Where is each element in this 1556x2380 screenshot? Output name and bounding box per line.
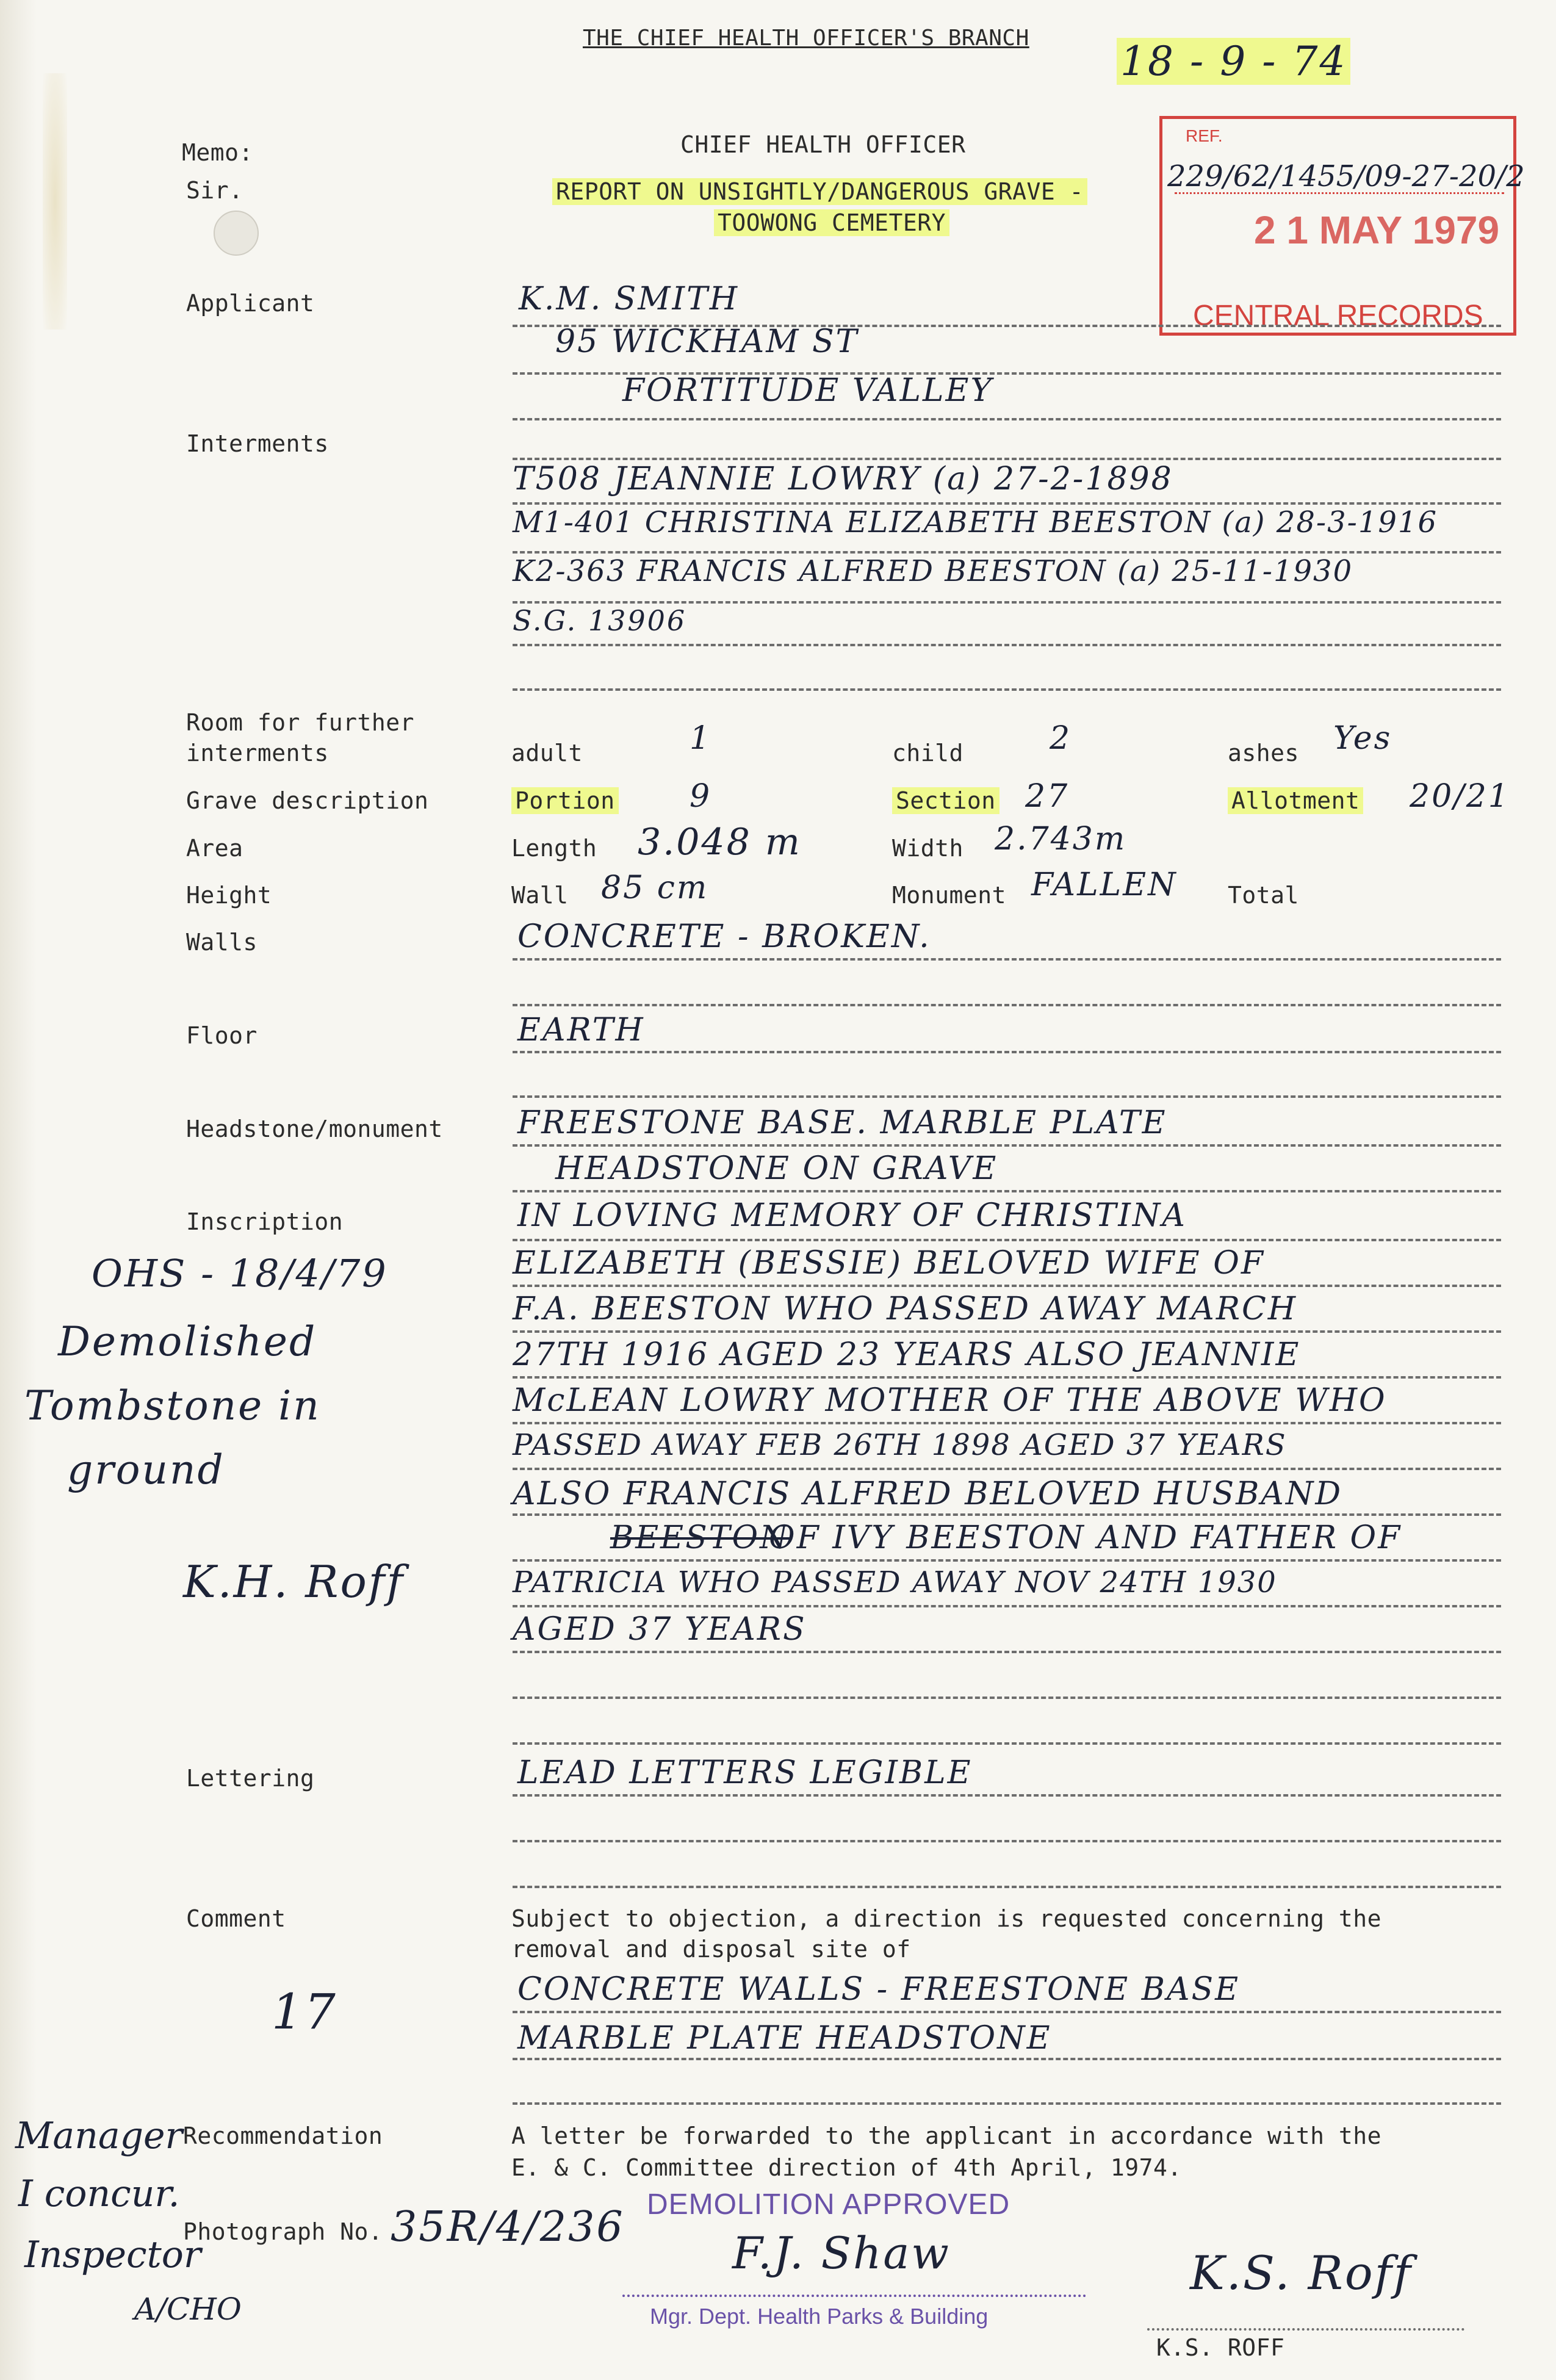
rule <box>513 458 1501 460</box>
rule <box>513 1239 1501 1241</box>
inscription-line-10: AGED 37 YEARS <box>513 1611 807 1648</box>
comment-printed-1: Subject to objection, a direction is requested concerning the <box>511 1905 1382 1932</box>
area-length-value: 3.048 m <box>638 821 802 864</box>
interment-1: T508 JEANNIE LOWRY (a) 27-2-1898 <box>513 461 1173 497</box>
area-length-label: Length <box>511 835 597 862</box>
label-floor: Floor <box>186 1022 258 1049</box>
stamp-ref-label: REF. <box>1186 126 1223 145</box>
memo-label: Memo: <box>182 139 253 166</box>
applicant-name: K.M. SMITH <box>519 281 740 317</box>
edge-stain <box>43 73 67 330</box>
rule <box>513 1794 1501 1797</box>
punch-hole-top <box>214 211 259 256</box>
signoff-dots <box>1147 2328 1464 2331</box>
rule <box>513 1330 1501 1333</box>
height-monument-label: Monument <box>892 882 1007 909</box>
grave-section-label: Section <box>892 787 1000 814</box>
label-room-2: interments <box>186 740 329 766</box>
headstone-line-1: FREESTONE BASE. MARBLE PLATE <box>517 1105 1167 1141</box>
manager-note-2: I concur. <box>18 2173 180 2215</box>
label-applicant: Applicant <box>186 290 315 317</box>
manager-note-3: Inspector <box>24 2234 201 2276</box>
approval-stamp-rule <box>622 2295 1086 2297</box>
signoff-name: K.S. ROFF <box>1156 2334 1285 2361</box>
inscription-line-6: PASSED AWAY FEB 26TH 1898 AGED 37 YEARS <box>513 1428 1287 1462</box>
stamp-dept: CENTRAL RECORDS <box>1193 300 1483 332</box>
grave-allotment-label: Allotment <box>1228 787 1363 814</box>
area-width-value: 2.743m <box>995 821 1127 857</box>
recommendation-1: A letter be forwarded to the applicant in accordance with the <box>511 2122 1382 2149</box>
report-title-3: TOOWONG CEMETERY <box>714 209 949 236</box>
rule <box>513 1840 1501 1842</box>
grave-portion-value: 9 <box>690 778 712 815</box>
grave-section-value: 27 <box>1025 778 1070 815</box>
rule <box>513 1697 1501 1699</box>
rule <box>513 502 1501 505</box>
rule <box>513 1095 1501 1098</box>
rule <box>513 1285 1501 1287</box>
inscription-line-3: F.A. BEESTON WHO PASSED AWAY MARCH <box>513 1291 1298 1327</box>
binding-edge <box>0 0 37 2380</box>
approval-signature: F.J. Shaw <box>732 2227 951 2279</box>
rule <box>513 1051 1501 1053</box>
headstone-line-2: HEADSTONE ON GRAVE <box>555 1150 998 1187</box>
inscription-line-4: 27TH 1916 AGED 23 YEARS ALSO JEANNIE <box>513 1336 1301 1373</box>
rule <box>513 2011 1501 2013</box>
inscription-line-1: IN LOVING MEMORY OF CHRISTINA <box>517 1197 1187 1234</box>
height-wall-label: Wall <box>511 882 569 909</box>
applicant-street: 95 WICKHAM ST <box>555 323 859 360</box>
floor-value: EARTH <box>517 1012 645 1048</box>
rule <box>513 1190 1501 1192</box>
margin-note-2: Demolished <box>58 1318 317 1365</box>
inscription-line-5: McLEAN LOWRY MOTHER OF THE ABOVE WHO <box>513 1382 1387 1419</box>
rule <box>513 1422 1501 1424</box>
report-date: 18 - 9 - 74 <box>1117 38 1350 85</box>
rule <box>513 1742 1501 1745</box>
demolition-approved-stamp: DEMOLITION APPROVED <box>647 2188 1010 2221</box>
label-room-1: Room for further <box>186 709 415 736</box>
label-area: Area <box>186 835 243 862</box>
rule <box>513 644 1501 646</box>
inscription-line-2: ELIZABETH (BESSIE) BELOVED WIFE OF <box>513 1245 1265 1282</box>
room-child-label: child <box>892 740 963 766</box>
margin-note-3: Tombstone in <box>24 1382 321 1429</box>
label-inscription: Inscription <box>186 1208 344 1235</box>
comment-hand-1: CONCRETE WALLS - FREESTONE BASE <box>517 1971 1241 2008</box>
height-wall-value: 85 cm <box>601 870 709 906</box>
approval-stamp-dept: Mgr. Dept. Health Parks & Building <box>650 2304 989 2329</box>
inscription-line-8: OF IVY BEESTON AND FATHER OF <box>769 1520 1402 1556</box>
rule <box>513 325 1501 327</box>
rule <box>513 1513 1501 1516</box>
rule <box>513 1004 1501 1006</box>
label-interments: Interments <box>186 430 329 457</box>
rule <box>513 1376 1501 1379</box>
label-photograph: Photograph No. <box>183 2218 383 2245</box>
height-monument-value: FALLEN <box>1031 867 1178 903</box>
rule <box>513 2102 1501 2105</box>
rule <box>513 688 1501 691</box>
interment-3: K2-363 FRANCIS ALFRED BEESTON (a) 25-11-1930 <box>513 554 1353 588</box>
interment-2: M1-401 CHRISTINA ELIZABETH BEESTON (a) 28-3-1916 <box>513 505 1438 539</box>
lettering-value: LEAD LETTERS LEGIBLE <box>517 1754 973 1791</box>
sir-label: Sir. <box>186 177 243 204</box>
rule <box>513 601 1501 604</box>
rule <box>513 1468 1501 1470</box>
signoff-signature: K.S. Roff <box>1190 2246 1413 2300</box>
label-comment: Comment <box>186 1905 286 1932</box>
inscription-line-9: PATRICIA WHO PASSED AWAY NOV 24TH 1930 <box>513 1565 1277 1599</box>
label-lettering: Lettering <box>186 1765 315 1792</box>
manager-note-4: A/CHO <box>134 2292 242 2327</box>
rule <box>513 1886 1501 1888</box>
room-ashes-value: Yes <box>1333 720 1392 757</box>
stamp-ref-number: 229/62/1455/09-27-20/2 <box>1167 159 1525 193</box>
photograph-value: 35R/4/236 <box>391 2203 625 2251</box>
area-width-label: Width <box>892 835 963 862</box>
rule <box>513 1559 1501 1562</box>
applicant-suburb: FORTITUDE VALLEY <box>622 372 993 409</box>
height-total-label: Total <box>1228 882 1299 909</box>
room-adult-label: adult <box>511 740 583 766</box>
label-recommendation: Recommendation <box>183 2122 383 2149</box>
inscription-line-7: ALSO FRANCIS ALFRED BELOVED HUSBAND <box>513 1476 1343 1512</box>
rule <box>513 1605 1501 1607</box>
rule <box>513 418 1501 420</box>
room-ashes-label: ashes <box>1228 740 1299 766</box>
rule <box>513 372 1501 375</box>
room-adult-value: 1 <box>690 720 712 757</box>
inscription-struck-word: BEESTON <box>610 1520 790 1556</box>
label-grave-description: Grave description <box>186 787 429 814</box>
grave-allotment-value: 20/21 <box>1410 778 1510 815</box>
central-records-stamp <box>1159 116 1525 336</box>
grave-portion-label: Portion <box>511 787 619 814</box>
comment-hand-2: MARBLE PLATE HEADSTONE <box>517 2020 1052 2057</box>
label-height: Height <box>186 882 272 909</box>
margin-note-4: ground <box>67 1446 225 1493</box>
label-headstone: Headstone/monument <box>186 1116 443 1142</box>
comment-printed-2: removal and disposal site of <box>511 1936 911 1963</box>
manager-note-1: Manager <box>15 2115 183 2157</box>
rule <box>513 2058 1501 2060</box>
comment-number: 17 <box>272 1983 337 2040</box>
margin-initials: K.H. Roff <box>183 1556 405 1607</box>
room-child-value: 2 <box>1050 720 1072 757</box>
branch-heading: THE CHIEF HEALTH OFFICER'S BRANCH <box>583 26 1029 51</box>
rule <box>513 1144 1501 1147</box>
recommendation-2: E. & C. Committee direction of 4th April, 1974. <box>511 2154 1182 2181</box>
label-walls: Walls <box>186 929 258 956</box>
stamp-date: 2 1 MAY 1979 <box>1254 208 1500 252</box>
rule <box>513 958 1501 961</box>
rule <box>513 1651 1501 1653</box>
interment-4: S.G. 13906 <box>513 604 687 637</box>
report-title-2: REPORT ON UNSIGHTLY/DANGEROUS GRAVE - <box>552 178 1087 205</box>
walls-value: CONCRETE - BROKEN. <box>517 918 931 955</box>
rule <box>513 551 1501 554</box>
report-title-1: CHIEF HEALTH OFFICER <box>680 131 966 158</box>
margin-note-1: OHS - 18/4/79 <box>92 1251 388 1296</box>
